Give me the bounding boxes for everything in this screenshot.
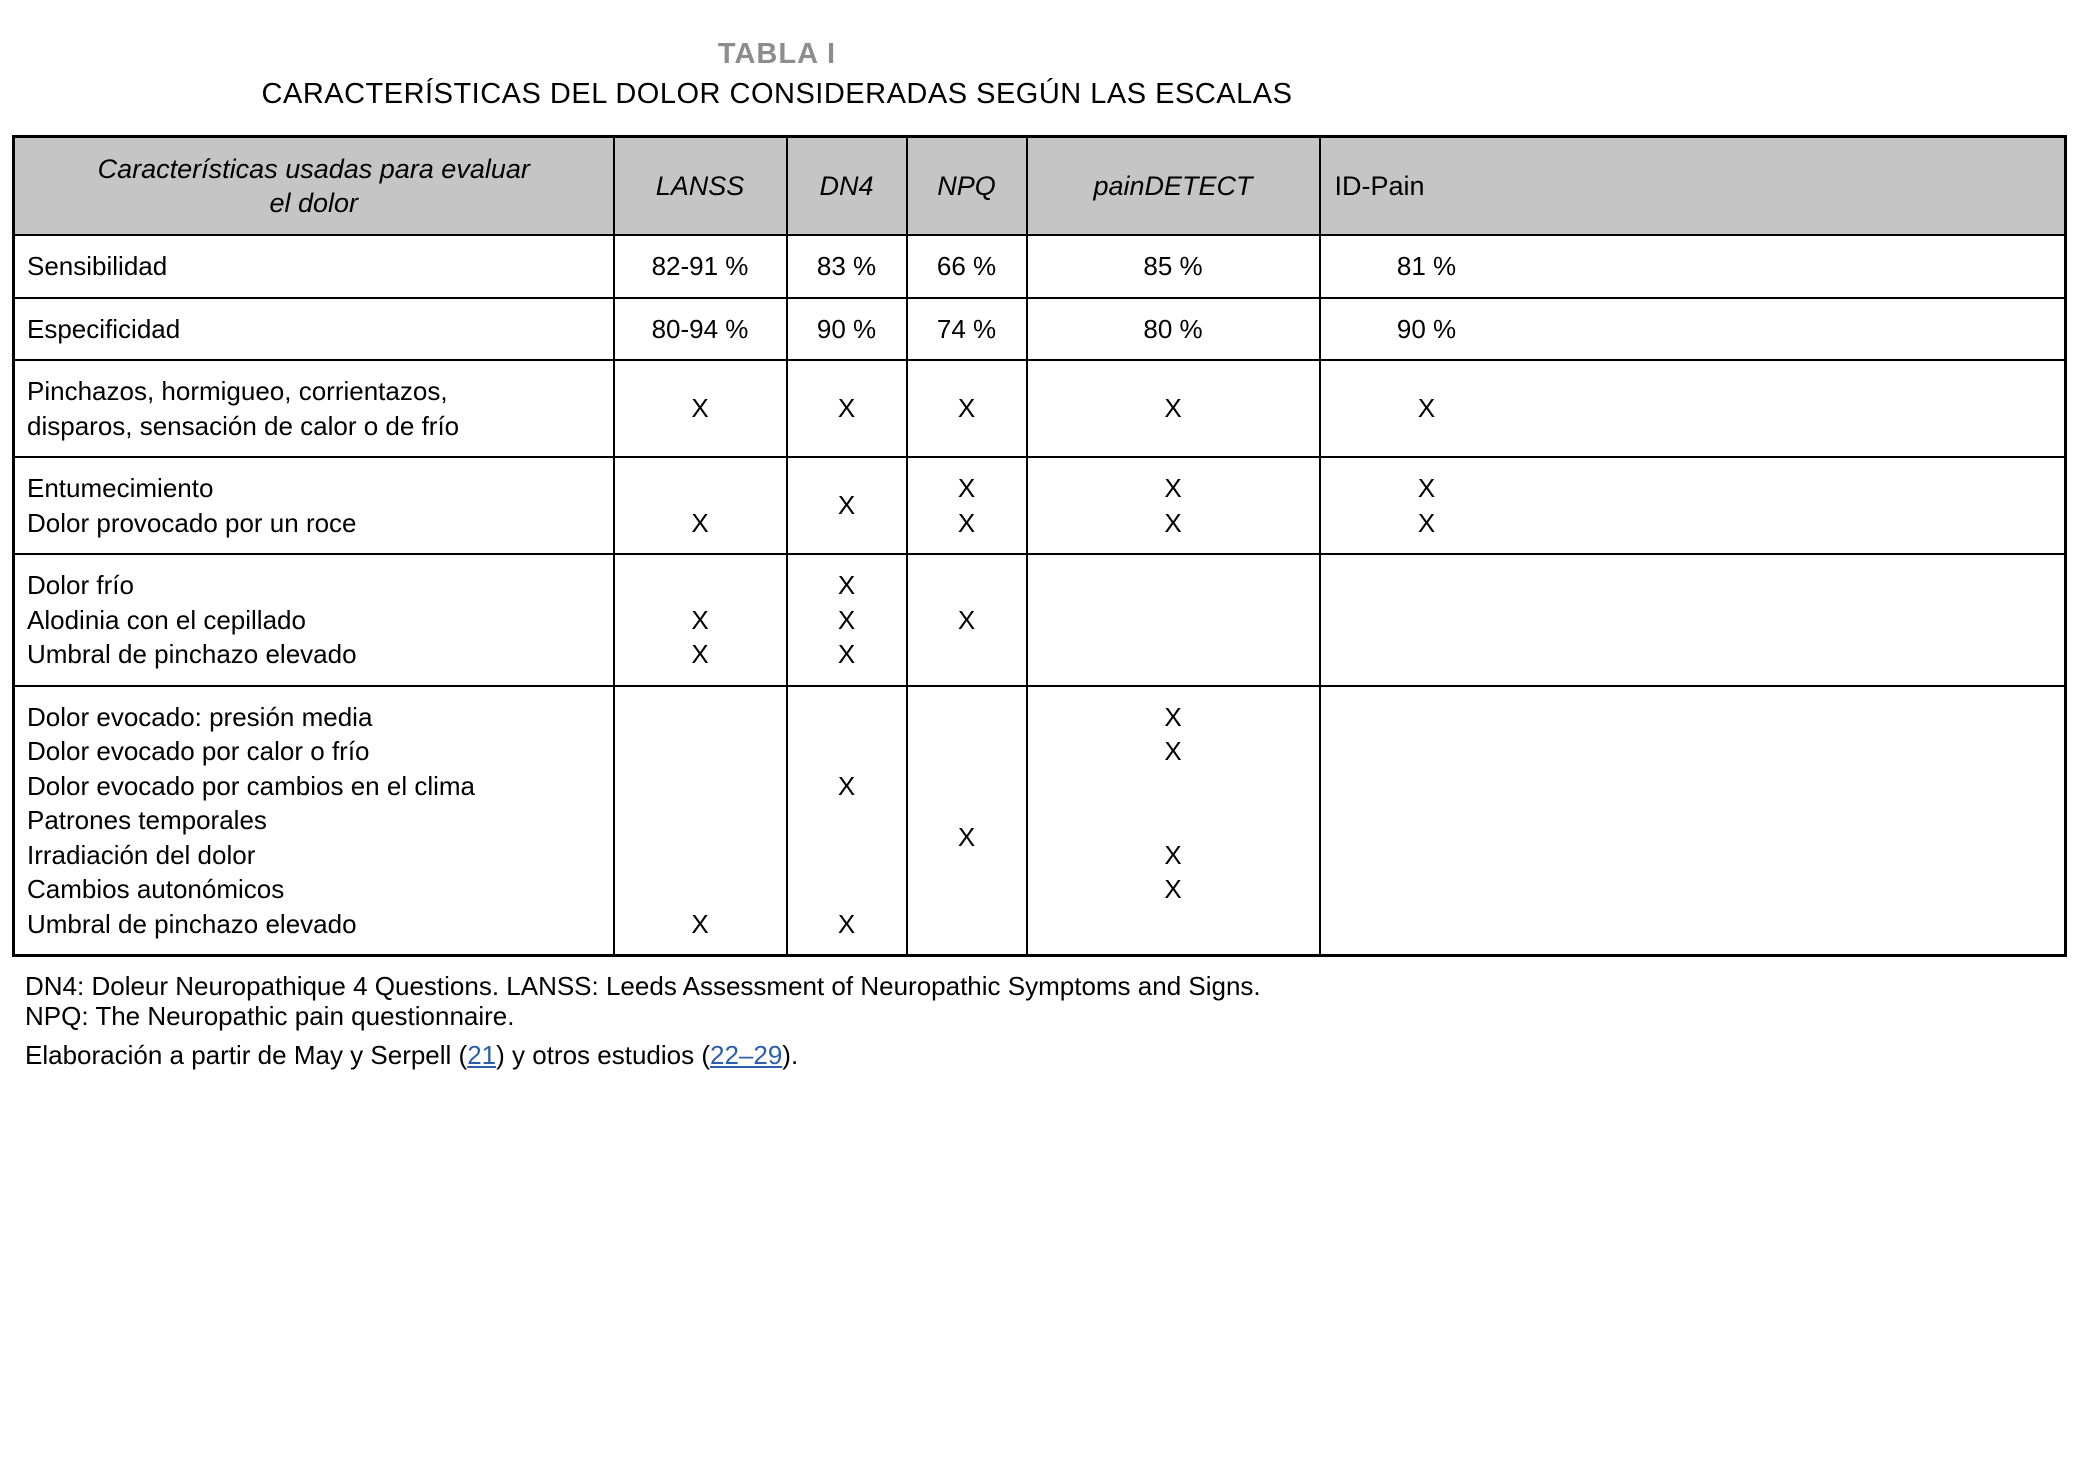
- x-mark: X: [837, 908, 856, 939]
- row-label-entumecimiento: [14, 457, 614, 554]
- pain-scales-table: [12, 135, 2067, 957]
- citation-line: [12, 1040, 2065, 1070]
- row-label-line: Entumecimiento: [27, 473, 214, 503]
- x-mark: X: [1164, 507, 1182, 538]
- cell-especificidad-idpain: [1320, 298, 2066, 361]
- x-mark: X: [691, 393, 709, 424]
- cell-sensibilidad-paindetect: [1027, 235, 1320, 298]
- x-mark: X: [691, 639, 709, 669]
- citation-text-prefix: Elaboración a partir de May y Serpell (: [25, 1040, 468, 1070]
- column-header-idpain: ID-Pain: [1320, 137, 2066, 236]
- value-text: 66 %: [936, 251, 997, 281]
- row-label-pinchazos-hormigueo: [14, 360, 614, 457]
- x-mark: X: [691, 604, 709, 635]
- cell-especificidad-lanss: [614, 298, 787, 361]
- row-label-dolor-evocado: [14, 686, 614, 956]
- x-mark: X: [837, 770, 856, 801]
- row-label-line: disparos, sensación de calor o de frío: [27, 410, 460, 441]
- x-mark: X: [837, 639, 856, 669]
- column-header-lanss: LANSS: [614, 137, 787, 236]
- table-title: TABLA I: [717, 38, 837, 70]
- table-row-dolor-frio-alodinia: [14, 554, 2066, 686]
- table-row-sensibilidad: [14, 235, 2066, 298]
- cell-dolor-frio-alodinia-npq: [907, 554, 1027, 686]
- table-row-especificidad: [14, 298, 2066, 361]
- row-label-dolor-frio-alodinia: [14, 554, 614, 686]
- x-mark: X: [957, 822, 976, 853]
- row-label-line: Dolor frío: [27, 570, 134, 600]
- x-mark: X: [1417, 473, 1436, 503]
- cell-dolor-frio-alodinia-paindetect: [1027, 554, 1320, 686]
- x-mark: X: [837, 604, 856, 635]
- x-mark: X: [837, 393, 856, 424]
- x-mark: X: [1164, 874, 1182, 904]
- footnote-abbreviations-2: NPQ: The Neuropathic pain questionnaire.: [25, 1001, 515, 1031]
- row-label-line: Dolor evocado por calor o frío: [27, 736, 370, 766]
- x-mark: X: [957, 473, 976, 503]
- cell-dolor-evocado-npq: [907, 686, 1027, 956]
- value-text: 90 %: [816, 313, 877, 344]
- value-text: 80 %: [1143, 313, 1203, 344]
- row-label-line: Irradiación del dolor: [27, 839, 256, 870]
- table-subtitle: CARACTERÍSTICAS DEL DOLOR CONSIDERADAS SEGÚN LAS ESCALAS: [261, 78, 1293, 110]
- value-text: 82-91 %: [651, 251, 749, 281]
- column-header-caracteristicas: [14, 137, 614, 236]
- x-mark: X: [957, 507, 976, 538]
- x-mark: X: [837, 490, 856, 521]
- row-label-line: Sensibilidad: [27, 251, 168, 281]
- x-mark: X: [957, 393, 976, 424]
- header-row: [14, 137, 2066, 236]
- x-mark: X: [1164, 473, 1182, 503]
- citation-text-mid: ) y otros estudios (: [496, 1040, 710, 1070]
- cell-pinchazos-hormigueo-paindetect: [1027, 360, 1320, 457]
- row-label-line: Umbral de pinchazo elevado: [27, 639, 357, 669]
- footnote-abbreviations-1: DN4: Doleur Neuropathique 4 Questions. LANSS: Leeds Assessment of Neuropathic Symptoms and Signs.: [25, 971, 1261, 1001]
- cell-entumecimiento-idpain: [1320, 457, 2066, 554]
- header-label-line: Características usadas para evaluar: [97, 153, 530, 184]
- cell-especificidad-dn4: [787, 298, 907, 361]
- x-mark: X: [1164, 736, 1182, 766]
- cell-pinchazos-hormigueo-lanss: [614, 360, 787, 457]
- table-row-dolor-evocado: [14, 686, 2066, 956]
- cell-pinchazos-hormigueo-npq: [907, 360, 1027, 457]
- cell-entumecimiento-npq: [907, 457, 1027, 554]
- citation-link-22-29[interactable]: 22–29: [709, 1040, 783, 1070]
- cell-especificidad-npq: [907, 298, 1027, 361]
- table-body: [14, 235, 2066, 956]
- row-label-line: Dolor provocado por un roce: [27, 507, 357, 538]
- row-label-line: Patrones temporales: [27, 805, 267, 835]
- cell-entumecimiento-paindetect: [1027, 457, 1320, 554]
- cell-dolor-evocado-dn4: [787, 686, 907, 956]
- value-text: 80-94 %: [651, 313, 749, 344]
- cell-sensibilidad-idpain: [1320, 235, 2066, 298]
- row-label-especificidad: [14, 298, 614, 361]
- x-mark: X: [837, 570, 856, 600]
- cell-entumecimiento-lanss: [614, 457, 787, 554]
- column-header-paindetect: painDETECT: [1027, 137, 1320, 236]
- table-row-pinchazos-hormigueo: [14, 360, 2066, 457]
- title-block: [12, 38, 1542, 111]
- row-label-line: Dolor evocado por cambios en el clima: [27, 770, 475, 801]
- x-mark: X: [957, 604, 976, 635]
- row-label-sensibilidad: [14, 235, 614, 298]
- row-label-line: Pinchazos, hormigueo, corrientazos,: [27, 376, 448, 406]
- x-mark: X: [1417, 507, 1436, 538]
- x-mark: X: [691, 507, 709, 538]
- value-text: 85 %: [1143, 251, 1203, 281]
- cell-pinchazos-hormigueo-dn4: [787, 360, 907, 457]
- column-header-dn4: DN4: [787, 137, 907, 236]
- row-label-line: Cambios autonómicos: [27, 874, 285, 904]
- value-text: 83 %: [816, 251, 877, 281]
- row-label-line: Especificidad: [27, 313, 181, 344]
- column-header-npq: NPQ: [907, 137, 1027, 236]
- cell-dolor-evocado-idpain: [1320, 686, 2066, 956]
- cell-dolor-evocado-paindetect: [1027, 686, 1320, 956]
- cell-dolor-frio-alodinia-dn4: [787, 554, 907, 686]
- row-label-line: Dolor evocado: presión media: [27, 701, 373, 732]
- cell-entumecimiento-dn4: [787, 457, 907, 554]
- header-label-line: el dolor: [269, 188, 359, 218]
- cell-sensibilidad-npq: [907, 235, 1027, 298]
- value-text: 74 %: [936, 313, 997, 344]
- value-text: 81 %: [1396, 251, 1457, 281]
- cell-dolor-frio-alodinia-idpain: [1320, 554, 2066, 686]
- cell-pinchazos-hormigueo-idpain: [1320, 360, 2066, 457]
- x-mark: X: [1417, 393, 1436, 424]
- cell-sensibilidad-lanss: [614, 235, 787, 298]
- x-mark: X: [1164, 701, 1182, 732]
- cell-dolor-evocado-lanss: [614, 686, 787, 956]
- footnotes: [12, 971, 2065, 1031]
- table-row-entumecimiento: [14, 457, 2066, 554]
- row-label-line: Alodinia con el cepillado: [27, 604, 306, 635]
- value-text: 90 %: [1396, 313, 1457, 344]
- cell-especificidad-paindetect: [1027, 298, 1320, 361]
- row-label-line: Umbral de pinchazo elevado: [27, 908, 357, 939]
- x-mark: X: [691, 908, 709, 939]
- x-mark: X: [1164, 393, 1182, 424]
- citation-text-suffix: ).: [782, 1040, 799, 1070]
- cell-sensibilidad-dn4: [787, 235, 907, 298]
- citation-link-21[interactable]: 21: [467, 1040, 497, 1070]
- cell-dolor-frio-alodinia-lanss: [614, 554, 787, 686]
- x-mark: X: [1164, 839, 1182, 870]
